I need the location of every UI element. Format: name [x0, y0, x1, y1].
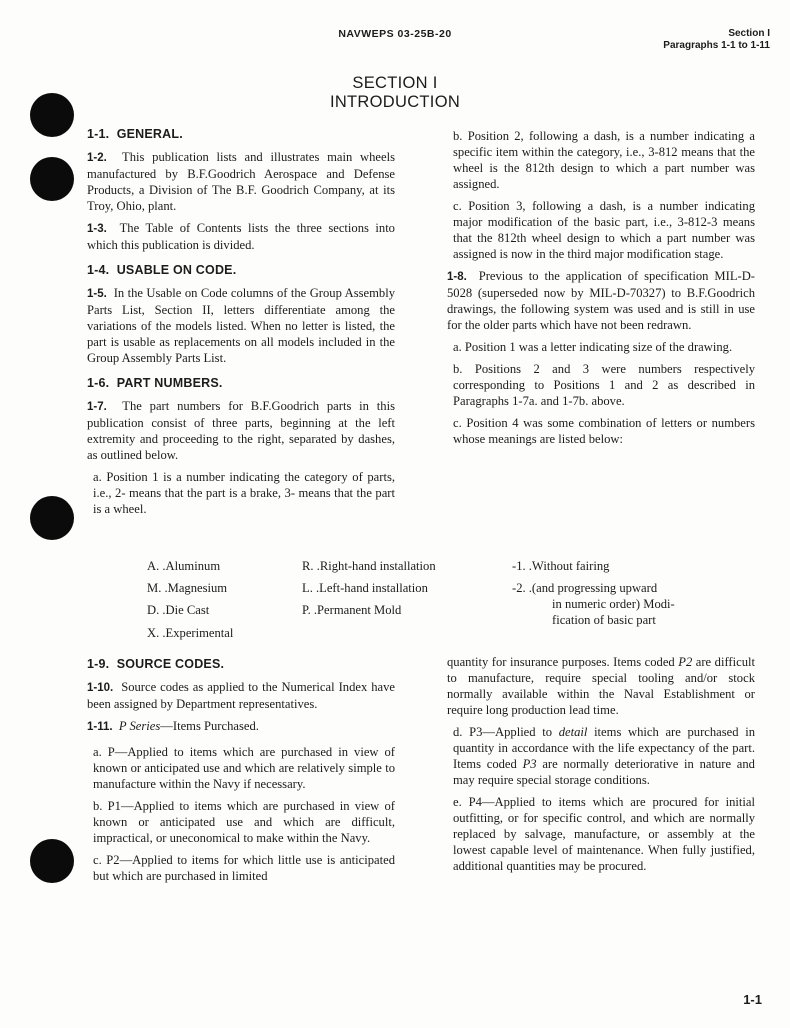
section-title: [0, 74, 790, 112]
code-left-hand: L. .Left-hand installation: [302, 581, 428, 595]
right-column-upper: [447, 128, 755, 453]
paragraph-1-10: [87, 679, 395, 712]
paragraph-range: Paragraphs 1-1 to 1-11: [663, 40, 770, 51]
para-text: This publication lists and illustrates main wheels manufactured by B.F.Goodrich Aerospace and Defense Products, a Division of The B.F. Goodrich Company, at its Troy, Ohio, plant.: [87, 150, 395, 213]
para-number: 1-4.: [87, 263, 110, 277]
para-number: 1-1.: [87, 127, 110, 141]
header-section-info: [663, 28, 770, 52]
code-magnesium: M. .Magnesium: [147, 581, 228, 595]
para-text: The part numbers for B.F.Goodrich parts in this publication consist of three parts, beginning at the left extremity and proceeding to the right, separated by dashes, as outlined below.: [87, 399, 395, 462]
para-number: 1-10.: [87, 682, 114, 694]
code-p2: P2: [678, 655, 693, 669]
para-number: 1-9.: [87, 657, 110, 671]
code-aluminum: A. .Aluminum: [147, 559, 221, 573]
code-modification-line1: -2. .(and progressing upward: [512, 581, 658, 595]
code-experimental: X. .Experimental: [147, 626, 234, 640]
right-column-lower: [447, 654, 755, 880]
code-modification-line2: in numeric order) Modi-: [552, 597, 675, 611]
paragraph-1-11c: c. P2—Applied to items for which little use is anticipated but which are purchased in limited: [93, 853, 395, 883]
paragraph-1-8c: c. Position 4 was some combination of letters or numbers whose meanings are listed below:: [453, 416, 755, 446]
binder-hole-middle: [30, 157, 74, 201]
paragraph-1-3: [87, 220, 395, 253]
paragraph-1-8a: a. Position 1 was a letter indicating size of the drawing.: [453, 340, 733, 354]
para-number: 1-7.: [87, 401, 107, 413]
heading-general: [87, 126, 395, 142]
code-permanent-mold: P. .Permanent Mold: [302, 603, 402, 617]
para-text: —Items Purchased.: [160, 719, 259, 733]
left-column-upper: [87, 126, 395, 523]
heading-usable-on-code: [87, 262, 395, 278]
para-number: 1-11.: [87, 721, 113, 733]
paragraph-1-2: [87, 149, 395, 214]
heading-source-codes: [87, 656, 395, 672]
section-title-line1: SECTION I: [352, 74, 438, 92]
paragraph-1-8b: b. Positions 2 and 3 were numbers respectively corresponding to Positions 1 and 2 as described in Paragraphs 1-7a. and 1-7b. above.: [453, 362, 755, 408]
document-number: NAVWEPS 03-25B-20: [338, 28, 452, 40]
detail-word: detail: [558, 725, 588, 739]
section-label: Section I: [728, 28, 770, 39]
para-text: items which are purchased in quantity in accordance with the life expectancy of the part. Items coded: [453, 725, 755, 771]
heading-text: PART NUMBERS.: [116, 376, 223, 390]
para-text: d. P3—Applied to: [453, 725, 553, 739]
para-number: 1-3.: [87, 223, 107, 235]
paragraph-1-8: [447, 268, 755, 333]
series-label: P Series: [118, 719, 161, 733]
para-text: The Table of Contents lists the three sections into which this publication is divided.: [87, 221, 395, 252]
code-modification-line3: fication of basic part: [552, 613, 656, 627]
paragraph-1-7b: b. Position 2, following a dash, is a number indicating a specific item within the category, i.e., 3-812 means that the wheel is the 812th design to which a part number was assigned.: [453, 129, 755, 191]
paragraph-1-7c: c. Position 3, following a dash, is a number indicating major modification of the basic part, i.e., 3-812-3 means that the 812th wheel design to which a part number was assigned is now in the third major modification stage.: [453, 199, 755, 261]
code-die-cast: D. .Die Cast: [147, 603, 210, 617]
paragraph-1-11b: b. P1—Applied to items which are purchased in view of known or anticipated use and which are difficult, impractical, or uneconomical to make within the Navy.: [93, 799, 395, 845]
para-number: 1-5.: [87, 288, 107, 300]
para-number: 1-8.: [447, 271, 467, 283]
paragraph-1-11e: e. P4—Applied to items which are procured for initial outfitting, or for specific control, and which are normally replaced by salvage, manufacture, or assembly at the lowest capable level of maintenance. When fully justified, additional quantities may be procured.: [453, 795, 755, 873]
page-number: 1-1: [743, 992, 762, 1007]
binder-hole-lower: [30, 496, 74, 540]
code-p3: P3: [522, 757, 537, 771]
paragraph-1-11a: a. P—Applied to items which are purchased in view of known or anticipated use and which are relatively simple to manufacture within the Navy if necessary.: [93, 745, 395, 791]
paragraph-1-7a: a. Position 1 is a number indicating the category of parts, i.e., 2- means that the part is a brake, 3- means that the part is a wheel.: [93, 470, 395, 516]
para-text: Source codes as applied to the Numerical Index have been assigned by Department representatives.: [87, 680, 396, 711]
paragraph-1-7: [87, 398, 395, 463]
heading-text: USABLE ON CODE.: [116, 263, 237, 277]
code-without-fairing: -1. .Without fairing: [512, 559, 610, 573]
binder-hole-bottom: [30, 839, 74, 883]
heading-text: GENERAL.: [116, 127, 183, 141]
para-text: are difficult to manufacture, require special tooling and/or stock normally available within the Naval Establishment or require long production lead time.: [447, 655, 755, 717]
paragraph-1-11d: [447, 724, 755, 788]
section-title-line2: INTRODUCTION: [329, 93, 461, 111]
paragraph-1-11: [87, 718, 395, 735]
para-number: 1-6.: [87, 376, 110, 390]
heading-part-numbers: [87, 375, 395, 391]
para-text: quantity for insurance purposes. Items coded: [447, 655, 675, 669]
left-column-lower: [87, 656, 395, 890]
para-text: are normally deteriorative in nature and may require special storage conditions.: [453, 757, 755, 787]
para-text: In the Usable on Code columns of the Group Assembly Parts List, Section II, letters differentiate among the variations of the models listed. When no letter is listed, the part is usable as replacements on all models included in the Group Assembly Parts List.: [87, 286, 395, 365]
para-text: Previous to the application of specification MIL-D-5028 (superseded now by MIL-D-70327) to B.F.Goodrich drawings, the following system was used and is still in use for the older parts which have not been redrawn.: [447, 269, 755, 332]
paragraph-1-5: [87, 285, 395, 366]
code-right-hand: R. .Right-hand installation: [302, 559, 436, 573]
paragraph-1-11c-continued: [447, 654, 755, 718]
heading-text: SOURCE CODES.: [116, 657, 225, 671]
para-number: 1-2.: [87, 152, 107, 164]
